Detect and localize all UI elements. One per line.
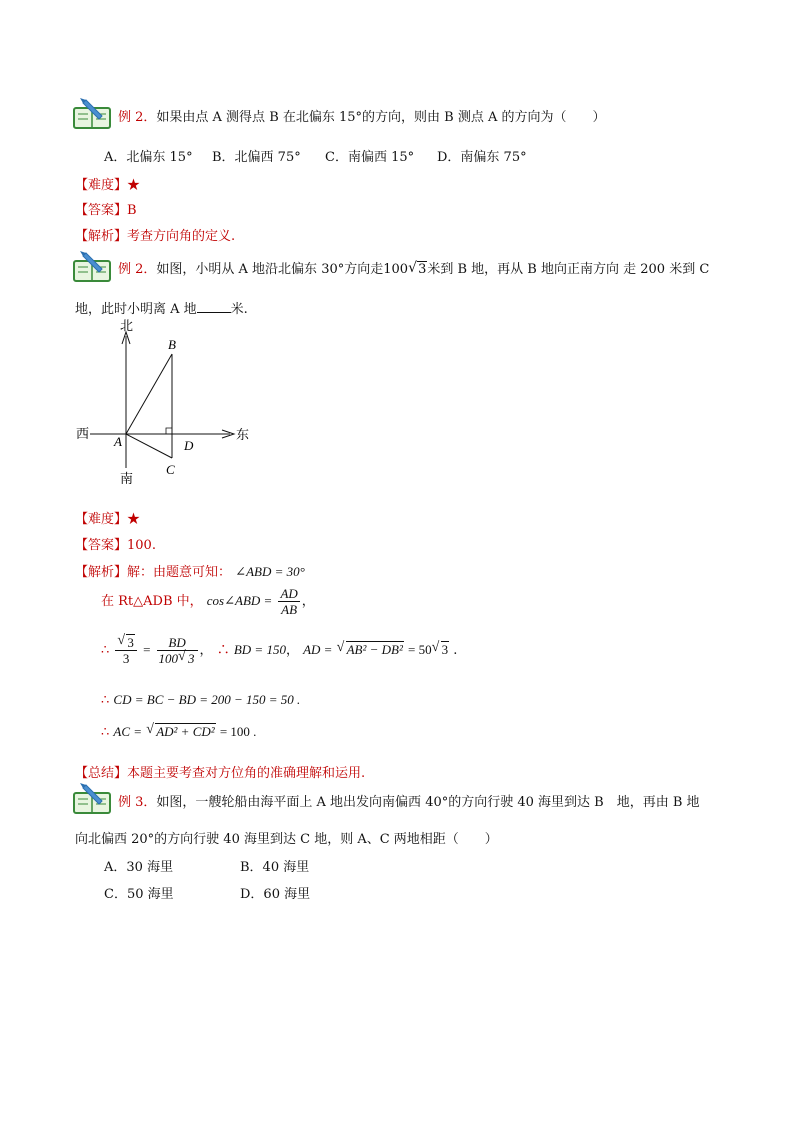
label-west: 西 (76, 426, 90, 441)
distance-coefficient: 100 (383, 262, 409, 277)
ad-result: = 50 (408, 642, 432, 657)
therefore-symbol: ∴ (216, 643, 230, 658)
therefore-symbol: ∴ (101, 693, 110, 708)
ad-radicand: AB² − DB² (346, 642, 403, 657)
answer-tag: 【答案】 (75, 538, 128, 553)
sqrt-symbol (117, 635, 135, 650)
direction-figure (70, 318, 260, 488)
option-d: D．南偏东 75° (437, 150, 527, 165)
option-b: B．北偏西 75° (212, 150, 301, 165)
analysis-line-1 (75, 561, 305, 580)
point-b-label: B (168, 337, 176, 352)
example-label: 例 2． (118, 110, 157, 125)
question-text: 如图，一艘轮船由海平面上 A 地出发向南偏西 40°的方向行驶 40 海里到达 B 地，再由 B 地 (156, 795, 700, 810)
ac-prefix: AC = (113, 724, 143, 739)
example-book-pen-icon (72, 249, 112, 283)
answer-line (75, 534, 156, 553)
example-2-line-1 (118, 258, 709, 277)
option-a: A．30 海里 (104, 860, 174, 875)
question-text-cont: 米到 B 地，再从 B 地向正南方向 走 200 米到 C (427, 262, 710, 277)
denominator: AB (281, 602, 298, 617)
ac-result: = 100 . (219, 724, 257, 739)
analysis-head: 解：由题意可知： (127, 565, 232, 580)
label-south: 南 (120, 471, 134, 486)
cos-expression: cos∠ABD = (206, 593, 273, 608)
point-d-label: D (184, 438, 194, 453)
example-label: 例 2． (118, 262, 157, 277)
question-text: 地，此时小明离 A 地 (75, 302, 197, 317)
numerator: BD (157, 635, 198, 651)
bd-result: BD = 150 (233, 642, 286, 657)
cd-equation: CD = BC − BD = 200 − 150 = 50 . (113, 692, 301, 707)
radicand: 3 (441, 642, 449, 657)
denominator-coef: 100 (158, 651, 179, 666)
example-2-line-2 (75, 298, 248, 317)
label-east: 东 (236, 427, 250, 442)
fraction-bd-over-100sqrt3 (157, 635, 198, 666)
fraction-sqrt3-over-3 (115, 635, 137, 666)
radicand: 3 (127, 635, 134, 650)
answer-value: B (127, 203, 137, 218)
example-label: 例 3． (118, 795, 157, 810)
angle-equation: ∠ABD = 30° (235, 564, 305, 579)
sqrt-symbol (408, 262, 427, 277)
analysis-line-2: 在 Rt△ADB 中， cos∠ABD = $\frac{AD}{AB}$ ， (101, 586, 315, 617)
answer-line (75, 199, 137, 218)
label-north: 北 (120, 318, 134, 333)
difficulty-tag: 【难度】★ (75, 512, 141, 527)
answer-value: 100. (127, 538, 156, 553)
example-3-line-1 (118, 791, 700, 810)
numerator: AD (280, 586, 298, 601)
ad-prefix: AD = (303, 642, 333, 657)
question-text-end: 米. (230, 302, 248, 317)
analysis-tag: 【解析】考查方向角的定义. (75, 229, 236, 244)
option-c: C．50 海里 (104, 887, 174, 902)
segment-ab (126, 354, 172, 434)
point-c-label: C (166, 462, 175, 477)
summary-tag: 【总结】本题主要考查对方位角的准确理解和运用. (75, 766, 366, 781)
sqrt-symbol (337, 642, 404, 658)
sqrt-symbol (178, 651, 196, 666)
answer-tag: 【答案】 (75, 203, 128, 218)
ac-radicand: AD² + CD² (156, 724, 215, 739)
option-c: C．南偏西 15° (325, 150, 415, 165)
analysis-line-3: ∴ √ $\frac{3}{3}$ = $\frac{BD}{100√ 3}$ ， ∴ BD = 150， AD = √ AB² − DB² = 50√ 3 . (101, 635, 457, 666)
analysis-tag: 【解析】 (75, 565, 128, 580)
option-b: B．40 海里 (240, 860, 310, 875)
difficulty-tag: 【难度】★ (75, 178, 141, 193)
analysis-line-4 (101, 692, 300, 708)
radicand: 3 (188, 651, 195, 666)
example-1-stem (118, 106, 606, 125)
point-a-label: A (114, 434, 122, 449)
right-angle-mark (166, 428, 172, 434)
example-book-pen-icon (72, 96, 112, 130)
question-text: 如果由点 A 测得点 B 在北偏东 15°的方向，则由 B 测点 A 的方向为（ ） (156, 110, 606, 125)
therefore-symbol: ∴ (101, 725, 110, 740)
sqrt-symbol (146, 724, 215, 740)
example-3-line-2: 向北偏西 20°的方向行驶 40 海里到达 C 地，则 A、C 两地相距（ ） (75, 832, 498, 847)
segment-ac (126, 434, 172, 458)
in-triangle-text: 在 Rt△ADB 中， (101, 594, 203, 609)
denominator: 3 (122, 651, 130, 666)
sqrt-symbol (432, 642, 450, 658)
answer-blank (197, 300, 231, 313)
analysis-line-5 (101, 724, 256, 740)
question-text: 如图，小明从 A 地沿北偏东 30°方向走 (156, 262, 384, 277)
example-book-pen-icon (72, 781, 112, 815)
option-d: D．60 海里 (240, 887, 311, 902)
fraction-ad-ab (278, 586, 299, 617)
therefore-symbol: ∴ (101, 643, 110, 658)
radicand: 3 (418, 262, 427, 277)
option-a: A．北偏东 15° (104, 150, 193, 165)
